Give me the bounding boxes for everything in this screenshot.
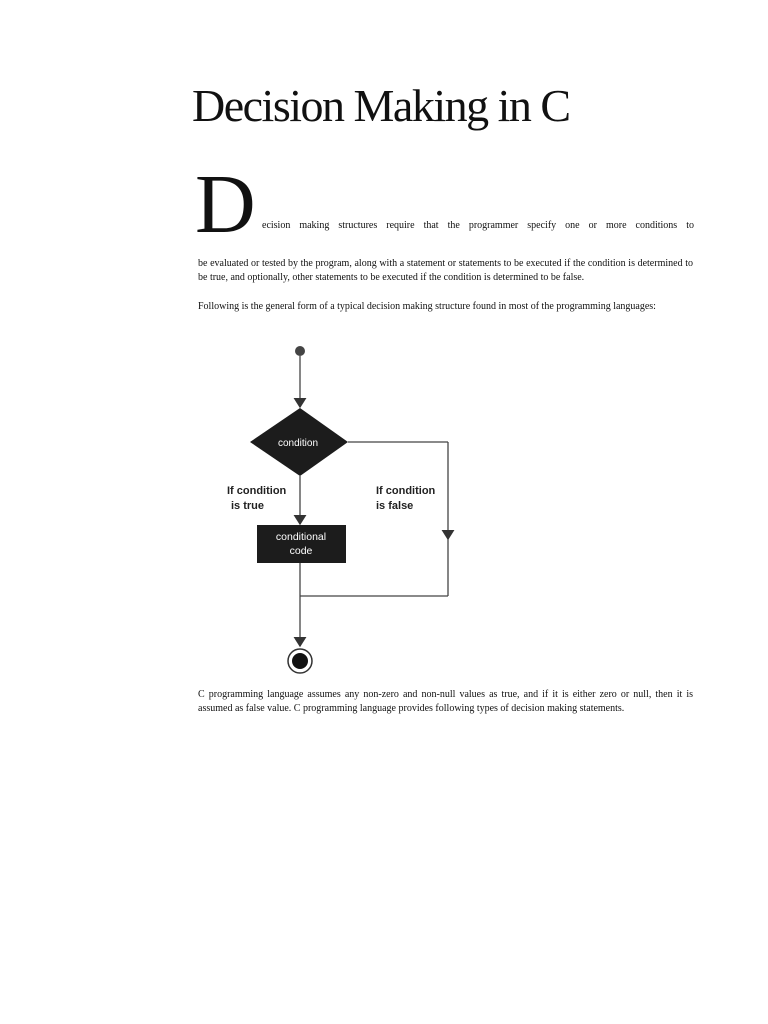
true-label-line1: If condition [227,485,287,497]
true-label-line2: is true [231,500,265,512]
closing-paragraph: C programming language assumes any non-zero and non-null values as true, and if it is either zero or null, then it is assumed as false value. C programming language provides following types of decision making statements. [198,689,693,714]
code-label-line2: code [289,545,313,557]
intro-paragraph: be evaluated or tested by the program, along with a statement or statements to be executed if the condition is determined to be true, and optionally, other statements to be executed if the condition is determined to be false. [198,258,693,283]
page-title: Decision Making in C [192,80,570,131]
end-node [292,653,308,669]
intro-first-line: ecision making structures require that the programmer specify one or more conditions to [262,220,694,231]
condition-label: condition [277,438,319,449]
false-label-line2: is false [376,500,414,512]
drop-cap: D [195,158,256,251]
code-label-line1: conditional [275,531,327,543]
start-node [295,346,305,356]
decision-flowchart [218,338,458,678]
general-form-paragraph: Following is the general form of a typical decision making structure found in most of the programming languages: [198,301,656,312]
false-label-line1: If condition [376,485,436,497]
